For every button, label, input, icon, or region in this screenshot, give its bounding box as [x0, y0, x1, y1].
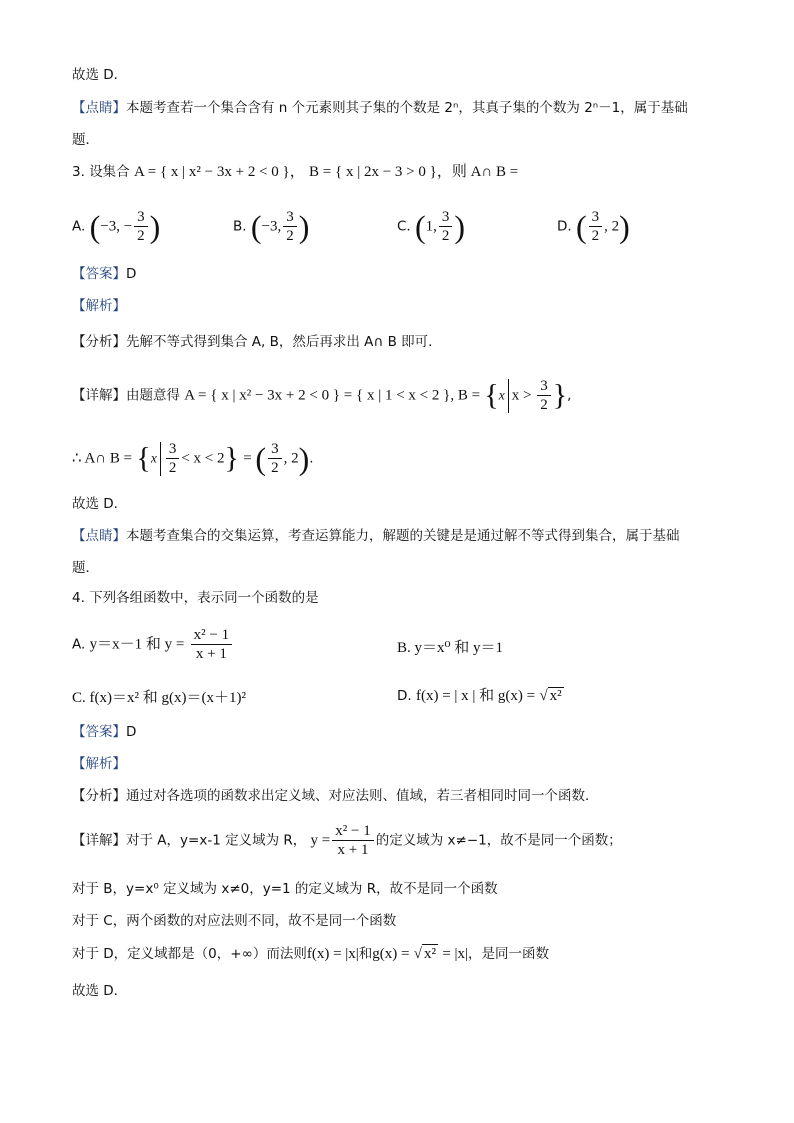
detail-line-2: ∴ A∩ B = {x $\frac{3}{2}$ < x < 2} = ( $\frac{3}{2}$ , 2). [72, 440, 314, 477]
answer-line-1 [72, 265, 136, 283]
detail-tag: 【详解】 [72, 832, 126, 849]
answer-value: D [126, 724, 137, 740]
question-text: 下列各组函数中，表示同一个函数的是 [89, 590, 319, 606]
detail-line-d: 对于 D，定义域都是（0，+∞）而法则f(x) = |x|和g(x) = √ x² = |x|，是同一函数 [72, 946, 550, 962]
comment-text: 本题考查集合的交集运算，考查运算能力，解题的关键是是通过解不等式得到集合，属于基础 [126, 528, 680, 544]
comment-tag: 【点睛】 [72, 100, 126, 116]
answer-tag: 【答案】 [72, 266, 126, 282]
analysis-text: 先解不等式得到集合 A, B，然后再求出 A∩ B 即可. [126, 334, 433, 350]
option-b[interactable]: B. (−3, $\frac{3}{2}$ ) [233, 208, 310, 245]
analysis-text: 通过对各选项的函数求出定义域、对应法则、值域，若三者相同时同一个函数． [126, 788, 599, 804]
option-value: −3, [261, 218, 282, 235]
option-c[interactable]: C. (1, $\frac{3}{2}$ ) [397, 208, 466, 245]
analysis-tag: 【分析】 [72, 334, 126, 350]
detail-line-b: 对于 B，y=x⁰ 定义域为 x≠0，y=1 的定义域为 R，故不是同一个函数 [72, 881, 498, 897]
detail-line-1: 【详解】由题意得 A = { x | x² − 3x + 2 < 0 } = { x | 1 < x < 2 }, B = {x x > $\frac{3}{2}$ }, [72, 378, 572, 413]
answer-line-2 [72, 723, 136, 741]
option-value: −3, − [100, 218, 133, 235]
q4-option-b[interactable]: B. y＝x⁰ 和 y＝1 [397, 640, 504, 656]
q4-option-c[interactable]: C. f(x)＝x² 和 g(x)＝(x＋1)² [72, 690, 246, 706]
option-label: C. [397, 218, 411, 235]
analysis-heading-1 [72, 297, 126, 315]
comment-paragraph-1 [72, 99, 688, 117]
comment-continuation-1: 题． [72, 132, 99, 148]
detail-math: A = { x | x² − 3x + 2 < 0 } = { x | 1 < x < 2 }, B = [184, 387, 481, 404]
option-value: , 2 [604, 218, 620, 235]
question-text: 设集合 [89, 164, 130, 180]
conclusion-line-3: 故选 D． [72, 983, 128, 999]
question-4 [72, 589, 319, 607]
q4-option-d[interactable]: D. f(x) = | x | 和 g(x) = √ x² [397, 688, 562, 704]
answer-tag: 【答案】 [72, 724, 126, 740]
analysis-tag: 【解析】 [72, 298, 126, 314]
conclusion-line-2: 故选 D． [72, 496, 128, 512]
q4-option-a[interactable]: A. y＝x－1 和 y = $\frac{\text{x² − 1}}{x + 1}$ [72, 626, 234, 663]
detail-line-c: 对于 C，两个函数的对应法则不同，故不是同一个函数 [72, 913, 397, 929]
comment-text: 本题考查若一个集合含有 n 个元素则其子集的个数是 2ⁿ，其真子集的个数为 2ⁿ－1，属于基础 [126, 100, 688, 116]
option-a[interactable]: A. (−3, − $\frac{3}{2}$ ) [72, 208, 161, 245]
option-label: B. [233, 218, 247, 235]
option-d[interactable]: D. ( $\frac{3}{2}$ , 2) [557, 208, 630, 245]
detail-line-3: 【详解】对于 A，y=x-1 定义域为 R， y = $\frac{\text{x² − 1}}{x + 1}$ 的定义域为 x≠−1，故不是同一个函数； [72, 823, 622, 858]
answer-value: D [126, 266, 137, 282]
comment-paragraph-2 [72, 527, 680, 545]
question-number: 3. [72, 164, 85, 180]
analysis-heading-2 [72, 755, 126, 773]
option-label: A. [72, 218, 86, 235]
comment-tag: 【点睛】 [72, 528, 126, 544]
set-b-definition: B = { x | 2x − 3 > 0 }，则 A∩ B = [309, 164, 519, 180]
question-number: 4. [72, 590, 85, 606]
analysis-tag: 【分析】 [72, 788, 126, 804]
detail-tag: 【详解】 [72, 387, 126, 404]
analysis-paragraph-1 [72, 333, 432, 351]
option-value: 1, [425, 218, 437, 235]
question-3 [72, 163, 518, 181]
detail-text: 由题意得 [126, 387, 180, 404]
comment-continuation-2: 题． [72, 560, 99, 576]
conclusion-line-1: 故选 D． [72, 67, 128, 83]
analysis-paragraph-2 [72, 787, 599, 805]
analysis-tag: 【解析】 [72, 756, 126, 772]
detail-math: ∴ A∩ B = [72, 450, 133, 467]
set-a-definition: A = { x | x² − 3x + 2 < 0 }， [133, 164, 305, 180]
option-label: D. [557, 218, 572, 235]
